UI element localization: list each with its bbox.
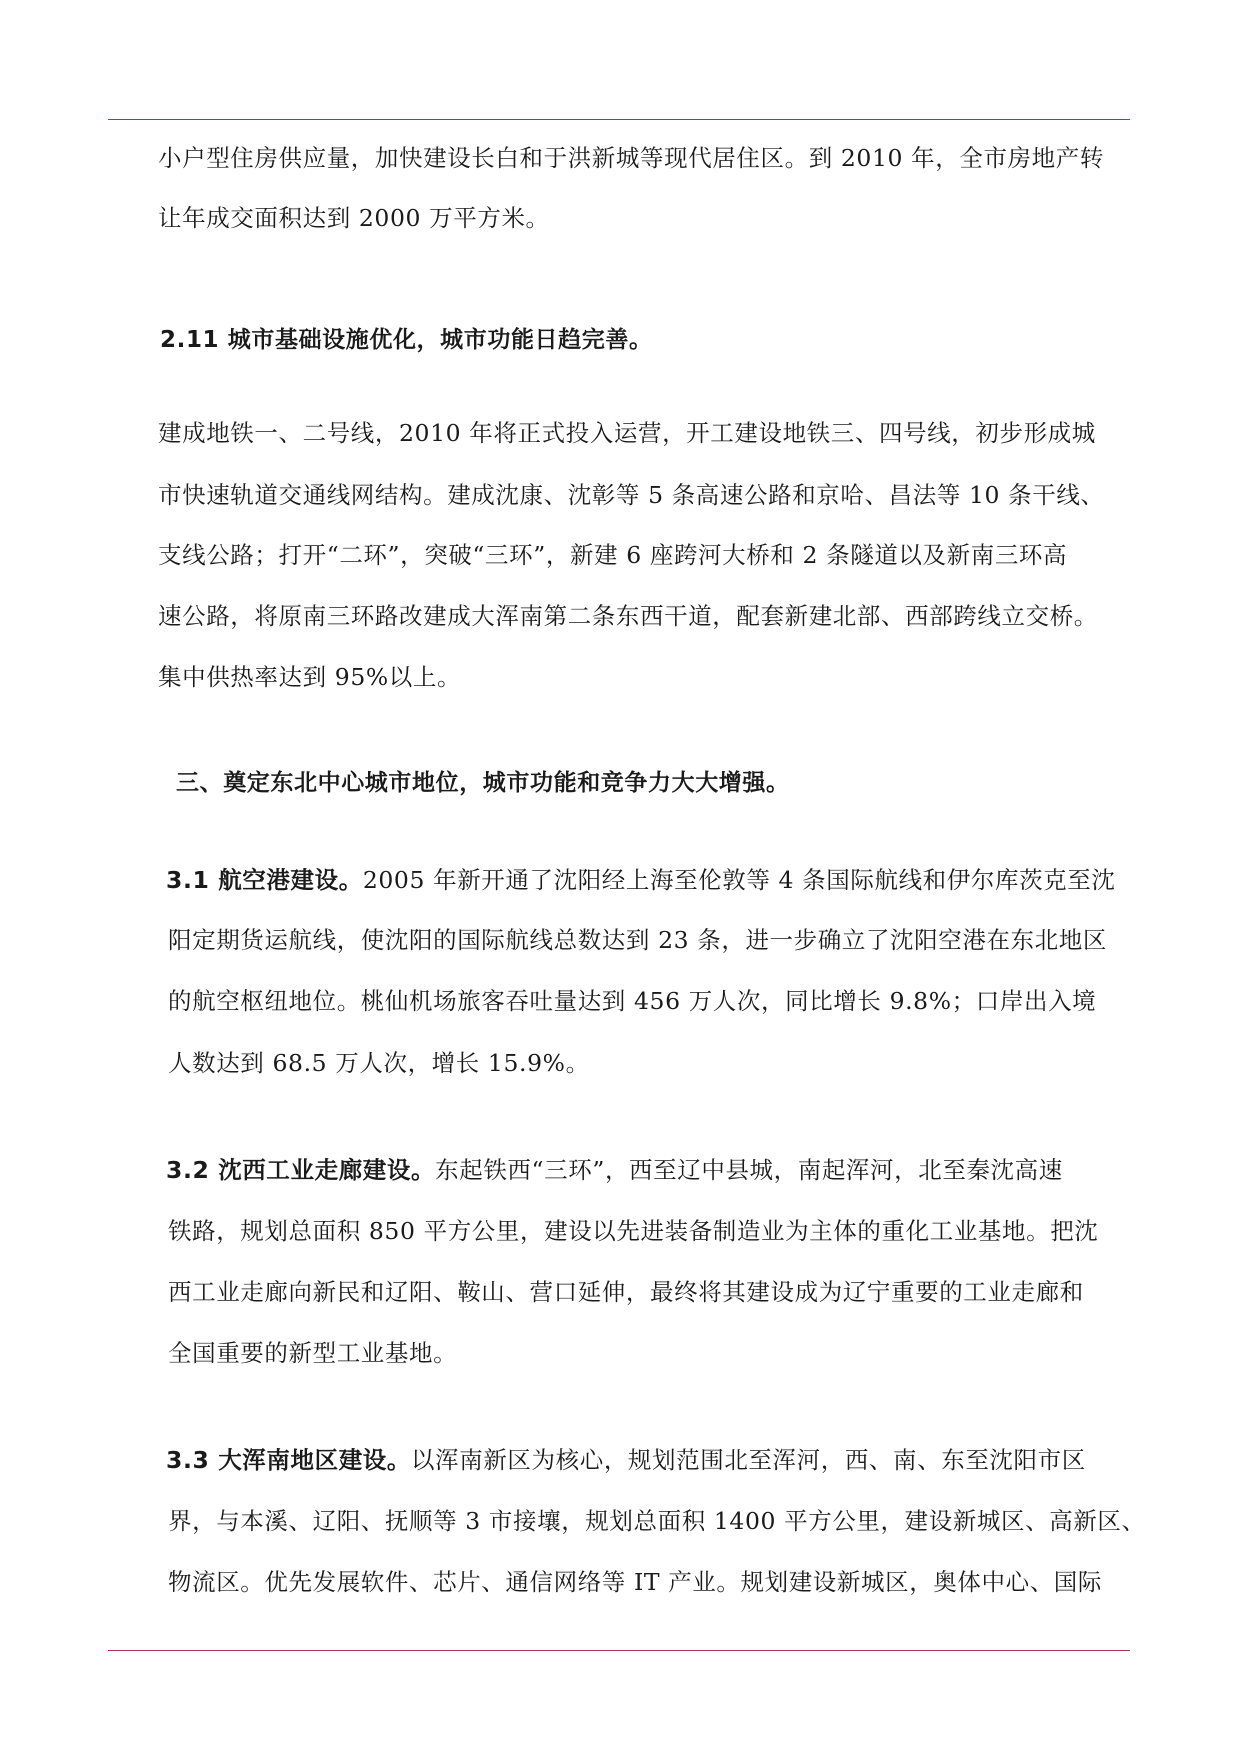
paragraph-line: 小户型住房供应量，加快建设长白和于洪新城等现代居住区。到 2010 年，全市房地产转	[158, 144, 1104, 172]
paragraph-line: 支线公路；打开“二环”，突破“三环”，新建 6 座跨河大桥和 2 条隧道以及新南三环高	[158, 541, 1068, 569]
paragraph-line: 市快速轨道交通线网结构。建成沈康、沈彰等 5 条高速公路和京哈、昌法等 10 条干线、	[158, 481, 1105, 509]
paragraph-line: 人数达到 68.5 万人次，增长 15.9%。	[168, 1049, 590, 1077]
chapter-heading: 三、奠定东北中心城市地位，城市功能和竞争力大大增强。	[176, 770, 790, 796]
paragraph-line	[166, 1155, 1063, 1185]
paragraph-line: 全国重要的新型工业基地。	[168, 1339, 458, 1367]
paragraph-line: 的航空枢纽地位。桃仙机场旅客吞吐量达到 456 万人次，同比增长 9.8%；口岸出入境	[168, 987, 1097, 1015]
paragraph-line	[166, 1445, 1086, 1475]
paragraph-line: 物流区。优先发展软件、芯片、通信网络等 IT 产业。规划建设新城区，奥体中心、国际	[168, 1568, 1102, 1596]
paragraph-text: 东起铁西“三环”，西至辽中县城，南起浑河，北至秦沈高速	[435, 1156, 1063, 1184]
subsection-title: 3.3 大浑南地区建设。	[166, 1446, 412, 1474]
paragraph-line: 让年成交面积达到 2000 万平方米。	[158, 204, 550, 232]
footer-rule	[108, 1650, 1130, 1651]
paragraph-line: 建成地铁一、二号线，2010 年将正式投入运营，开工建设地铁三、四号线，初步形成城	[158, 419, 1096, 447]
paragraph-line: 速公路，将原南三环路改建成大浑南第二条东西干道，配套新建北部、西部跨线立交桥。	[158, 602, 1098, 630]
paragraph-line: 西工业走廊向新民和辽阳、鞍山、营口延伸，最终将其建设成为辽宁重要的工业走廊和	[168, 1278, 1084, 1306]
paragraph-line: 集中供热率达到 95%以上。	[158, 663, 462, 691]
paragraph-text: 以浑南新区为核心，规划范围北至浑河，西、南、东至沈阳市区	[411, 1446, 1086, 1474]
subsection-title: 3.2 沈西工业走廊建设。	[166, 1156, 436, 1184]
paragraph-line	[166, 865, 1115, 895]
section-heading: 2.11 城市基础设施优化，城市功能日趋完善。	[160, 327, 653, 353]
paragraph-line: 铁路，规划总面积 850 平方公里，建设以先进装备制造业为主体的重化工业基地。把沈	[168, 1217, 1099, 1245]
header-rule	[108, 119, 1130, 120]
paragraph-line: 界，与本溪、辽阳、抚顺等 3 市接壤，规划总面积 1400 平方公里，建设新城区、高新区、	[168, 1507, 1146, 1535]
paragraph-text: 2005 年新开通了沈阳经上海至伦敦等 4 条国际航线和伊尔库茨克至沈	[362, 866, 1116, 894]
subsection-title: 3.1 航空港建设。	[166, 866, 363, 894]
paragraph-line: 阳定期货运航线，使沈阳的国际航线总数达到 23 条，进一步确立了沈阳空港在东北地区	[168, 926, 1107, 954]
